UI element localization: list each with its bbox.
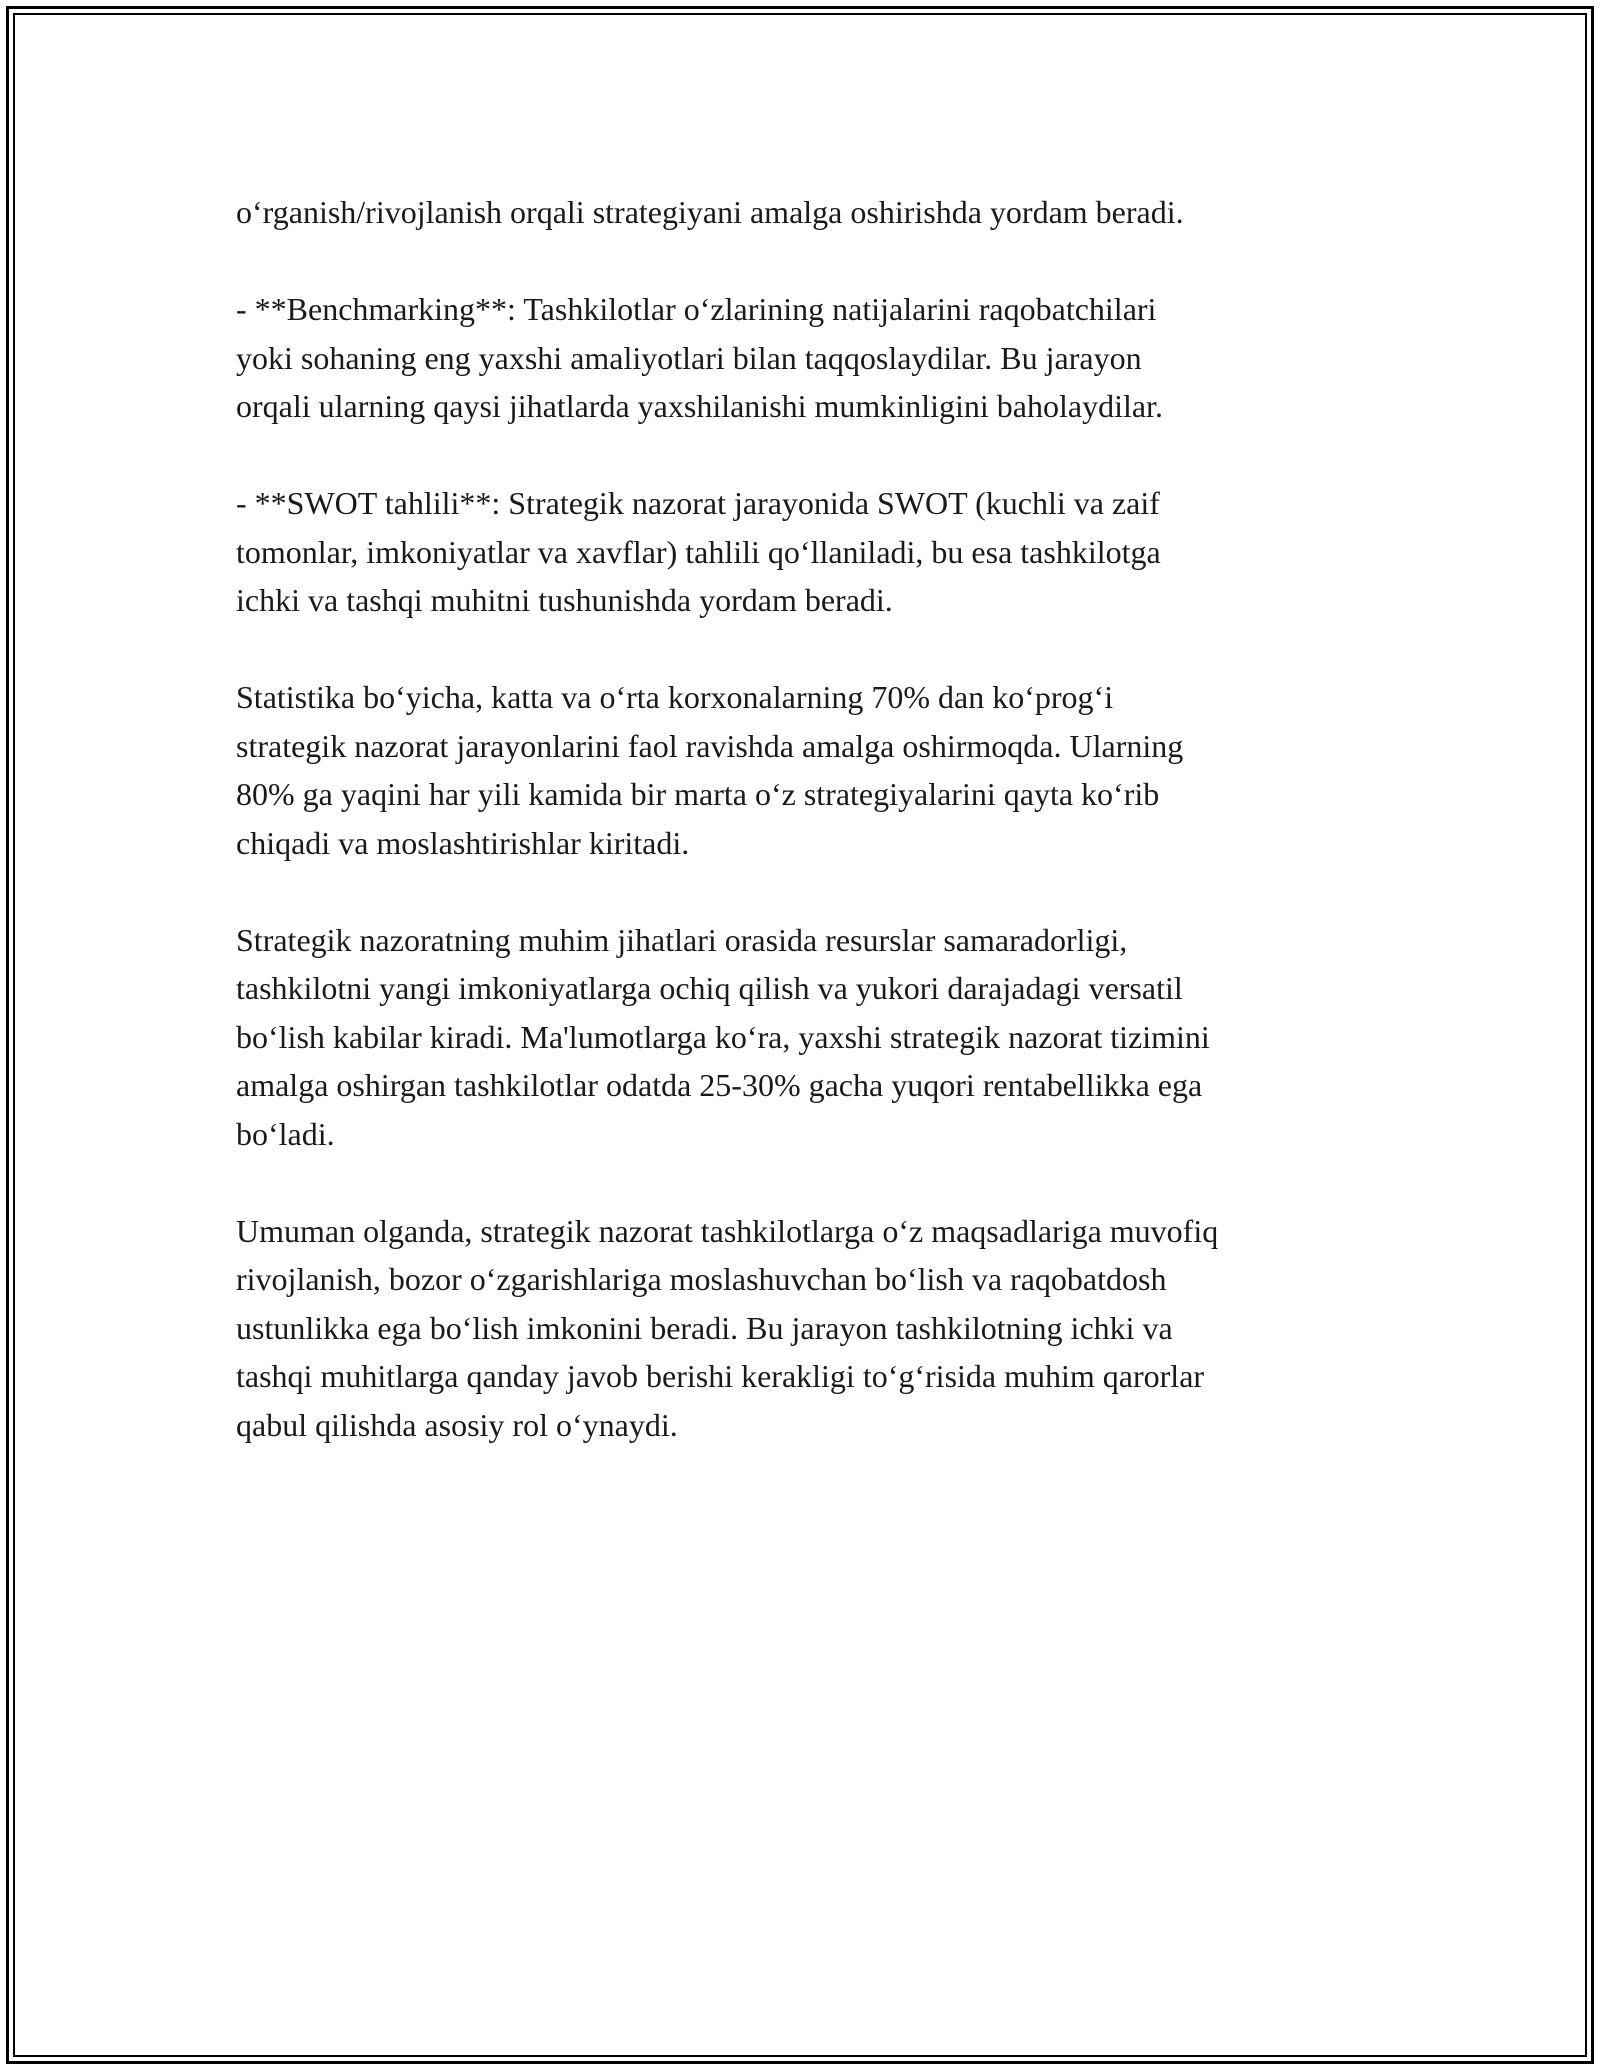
paragraph-swot: - **SWOT tahlili**: Strategik nazorat jarayonida SWOT (kuchli va zaif tomonlar, imkoniyatlar va xavflar) tahlili qoʻllaniladi, bu esa tashkilotga ichki va tashqi muhitni tushunishda yordam beradi. [236, 485, 1161, 618]
paragraph-key-aspects: Strategik nazoratning muhim jihatlari orasida resurslar samaradorligi, tashkilotni yangi imkoniyatlarga ochiq qilish va yukori darajadagi versatil boʻlish kabilar kiradi. Ma'lumotlarga koʻra, yaxshi strategik nazorat tizimini amalga oshirgan tashkilotlar odatda 25-30% gacha yuqori rentabellikka ega boʻladi. [236, 921, 1210, 1152]
document-body [236, 188, 1376, 1498]
paragraph-benchmarking: - **Benchmarking**: Tashkilotlar oʻzlarining natijalarini raqobatchilari yoki sohaning eng yaxshi amaliyotlari bilan taqqoslaydilar. Bu jarayon orqali ularning qaysi jihatlarda yaxshilanishi mumkinligini baholaydilar. [236, 291, 1163, 424]
paragraph-strategy-continuation: oʻrganish/rivojlanish orqali strategiyani amalga oshirishda yordam beradi. [236, 194, 1184, 230]
paragraph-statistics: Statistika boʻyicha, katta va oʻrta korxonalarning 70% dan koʻprogʻi strategik nazorat jarayonlarini faol ravishda amalga oshirmoqda. Ularning 80% ga yaqini har yili kamida bir marta oʻz strategiyalarini qayta koʻrib chiqadi va moslashtirishlar kiritadi. [236, 679, 1184, 861]
paragraph-conclusion: Umuman olganda, strategik nazorat tashkilotlarga oʻz maqsadlariga muvofiq rivojlanish, bozor oʻzgarishlariga moslashuvchan boʻlish va raqobatdosh ustunlikka ega boʻlish imkonini beradi. Bu jarayon tashkilotning ichki va tashqi muhitlarga qanday javob berishi kerakligi toʻgʻrisida muhim qarorlar qabul qilishda asosiy rol oʻynaydi. [236, 1212, 1219, 1443]
